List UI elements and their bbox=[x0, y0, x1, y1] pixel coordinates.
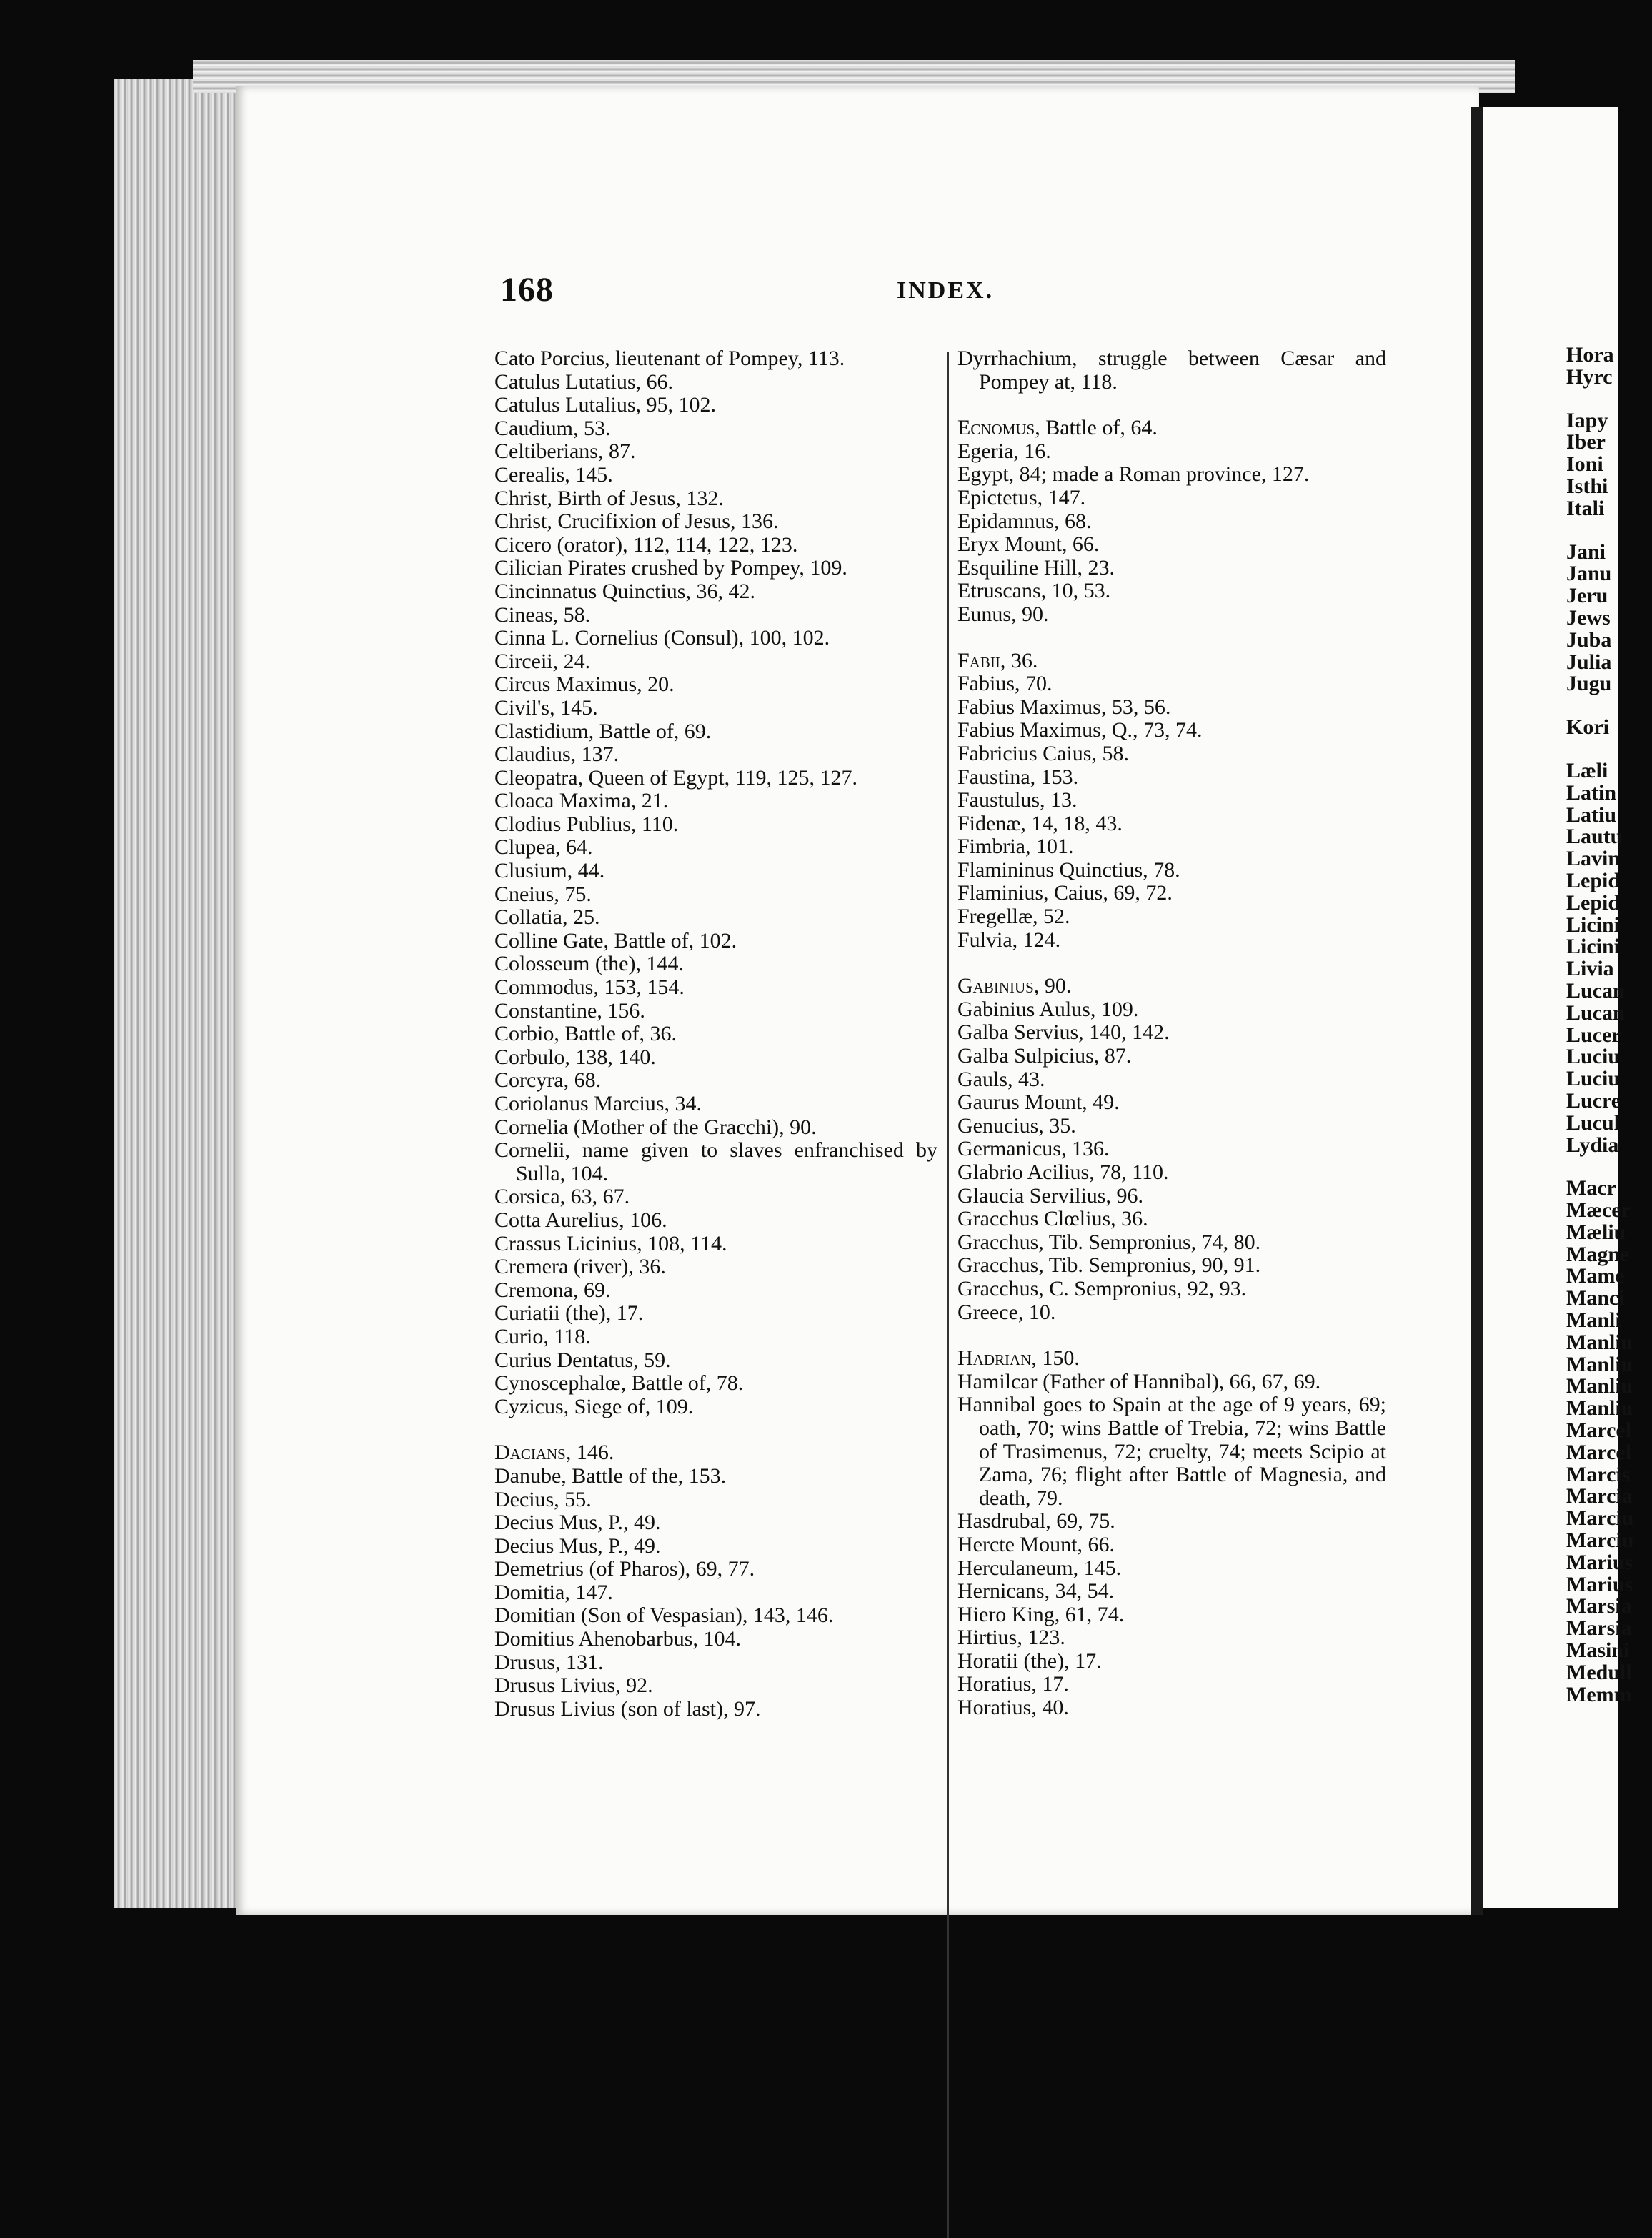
index-entry-text: Corsica, 63, 67. bbox=[494, 1185, 630, 1209]
index-entry-text: Dyrrhachium, struggle between Cæsar and Pompey at, 118. bbox=[957, 347, 1386, 394]
index-entry-text: Christ, Crucifixion of Jesus, 136. bbox=[494, 509, 779, 534]
index-entry bbox=[494, 1558, 937, 1581]
facing-page-entry-fragment: Lucer bbox=[1566, 1023, 1621, 1047]
page-number: 168 bbox=[500, 271, 554, 309]
index-entry-text: Fregellæ, 52. bbox=[957, 905, 1070, 929]
index-entry-text: Cotta Aurelius, 106. bbox=[494, 1208, 667, 1232]
index-entry bbox=[957, 557, 1386, 580]
index-entry-text: Curiatii (the), 17. bbox=[494, 1301, 644, 1326]
index-entry-text: Cornelii, name given to slaves enfranchised by Sulla, 104. bbox=[494, 1138, 937, 1185]
index-entry-text: Cyzicus, Siege of, 109. bbox=[494, 1394, 694, 1418]
facing-page-entry-fragment: Latin bbox=[1566, 780, 1617, 805]
index-entry bbox=[494, 534, 937, 557]
index-entry bbox=[494, 371, 937, 394]
index-entry bbox=[494, 580, 937, 604]
index-entry-text: Clodius Publius, 110. bbox=[494, 812, 679, 836]
index-entry-text: Egeria, 16. bbox=[957, 439, 1051, 463]
book-gutter bbox=[1471, 107, 1483, 1915]
facing-page-entry-fragment: Marcis bbox=[1566, 1462, 1631, 1486]
index-entry-text: Gracchus, C. Sempronius, 92, 93. bbox=[957, 1276, 1247, 1300]
index-entry-text: Colosseum (the), 144. bbox=[494, 952, 684, 976]
index-entry-text: Celtiberians, 87. bbox=[494, 439, 636, 464]
index-entry-text: Hannibal goes to Spain at the age of 9 years, 69; oath, 70; wins Battle of Trebia, 72; wins Battle of Trasimenus, 72; cruelty, 74; meets Scipio at Zama, 76; flight after Battle of Magnesia, and death, 79. bbox=[957, 1393, 1386, 1510]
index-entry-text: Caudium, 53. bbox=[494, 416, 611, 440]
index-entry-text: Coriolanus Marcius, 34. bbox=[494, 1092, 702, 1115]
running-head: INDEX. bbox=[897, 277, 995, 304]
index-entry bbox=[494, 673, 937, 697]
book-page-stack bbox=[114, 79, 250, 1908]
index-entry bbox=[957, 650, 1386, 673]
facing-page-entry-fragment: Magne bbox=[1566, 1242, 1630, 1266]
index-entry-text: Cato Porcius, lieutenant of Pompey, 113. bbox=[494, 347, 845, 370]
facing-page-entry-fragment: Jani bbox=[1566, 539, 1606, 564]
index-entry bbox=[494, 883, 937, 907]
facing-page-entry-fragment: Jugu bbox=[1566, 672, 1612, 696]
index-entry bbox=[957, 1045, 1386, 1068]
index-entry bbox=[957, 1254, 1386, 1278]
index-entry bbox=[494, 1511, 937, 1535]
facing-page-entry-fragment: Hora bbox=[1566, 343, 1614, 367]
facing-page-entry-fragment: Manli bbox=[1566, 1308, 1621, 1333]
facing-page-entry-fragment: Marcel bbox=[1566, 1440, 1632, 1464]
facing-page-entry-fragment: Latiu bbox=[1566, 802, 1617, 827]
facing-page-entry-fragment: Julia bbox=[1566, 650, 1612, 674]
facing-page-entry-fragment: Licini bbox=[1566, 912, 1621, 937]
index-entry bbox=[957, 347, 1386, 394]
index-entry bbox=[957, 998, 1386, 1022]
index-entry bbox=[957, 487, 1386, 510]
section-lead-word: Fabii bbox=[957, 648, 1000, 672]
index-entry bbox=[957, 1626, 1386, 1650]
letter-section-gap bbox=[957, 394, 1386, 417]
index-entry-text: Eunus, 90. bbox=[957, 602, 1049, 626]
index-entry bbox=[957, 882, 1386, 905]
index-entry-text: Cynoscephalœ, Battle of, 78. bbox=[494, 1371, 744, 1396]
index-entry bbox=[494, 1279, 937, 1303]
letter-section-gap bbox=[957, 952, 1386, 975]
index-entry-text: Curio, 118. bbox=[494, 1324, 591, 1348]
index-entry bbox=[957, 1510, 1386, 1533]
index-entry bbox=[494, 487, 937, 511]
index-entry-text: Gabinius Aulus, 109. bbox=[957, 997, 1139, 1021]
index-entry bbox=[957, 1115, 1386, 1138]
index-entry-text: Drusus Livius, 92. bbox=[494, 1673, 653, 1698]
facing-page bbox=[1483, 107, 1634, 1908]
index-entry bbox=[494, 1185, 937, 1209]
index-entry-text: Curius Dentatus, 59. bbox=[494, 1348, 671, 1372]
facing-page-gap bbox=[1566, 520, 1652, 542]
index-entry-text: Circeii, 24. bbox=[494, 649, 591, 673]
facing-page-entry-fragment: Isthi bbox=[1566, 474, 1608, 498]
index-entry bbox=[957, 510, 1386, 534]
facing-page-entry-fragment: Marciu bbox=[1566, 1528, 1634, 1553]
index-entry-text: Faustina, 153. bbox=[957, 765, 1079, 789]
index-entry-text: Decius, 55. bbox=[494, 1487, 592, 1511]
index-entry-text: Commodus, 153, 154. bbox=[494, 975, 685, 1000]
index-entry-text: Germanicus, 136. bbox=[957, 1137, 1110, 1161]
index-entry bbox=[957, 1393, 1386, 1510]
index-entry bbox=[494, 767, 937, 790]
index-entry-text: Cineas, 58. bbox=[494, 602, 591, 627]
index-entry-text: Flamininus Quinctius, 78. bbox=[957, 857, 1180, 882]
letter-section-gap bbox=[957, 627, 1386, 650]
index-entry-text: Domitia, 147. bbox=[494, 1580, 613, 1604]
index-entry bbox=[957, 1231, 1386, 1255]
index-entry bbox=[957, 533, 1386, 557]
index-entry-text: Hirtius, 123. bbox=[957, 1626, 1065, 1650]
index-entry bbox=[494, 743, 937, 767]
facing-page-entry-fragment: Kori bbox=[1566, 715, 1609, 740]
index-entry-text: Colline Gate, Battle of, 102. bbox=[494, 928, 737, 953]
index-entry bbox=[494, 417, 937, 441]
facing-page-entry-fragment: Marcia bbox=[1566, 1484, 1633, 1508]
index-entry bbox=[494, 604, 937, 627]
facing-page-entry-fragment: Lavin bbox=[1566, 847, 1621, 871]
index-entry-text: Danube, Battle of the, 153. bbox=[494, 1463, 727, 1488]
facing-page-entry-fragment: Iber bbox=[1566, 430, 1606, 454]
index-entry bbox=[957, 1533, 1386, 1557]
facing-page-entry-fragment: Manliu bbox=[1566, 1374, 1633, 1398]
index-entry-text: Hasdrubal, 69, 75. bbox=[957, 1509, 1115, 1533]
index-entry-text: Christ, Birth of Jesus, 132. bbox=[494, 486, 724, 510]
index-entry-text: Esquiline Hill, 23. bbox=[957, 555, 1115, 580]
index-entry bbox=[957, 1371, 1386, 1394]
index-entry bbox=[957, 1557, 1386, 1581]
facing-page-entry-fragment: Manliu bbox=[1566, 1352, 1633, 1376]
index-entry bbox=[494, 906, 937, 930]
index-entry-text: Cleopatra, Queen of Egypt, 119, 125, 127. bbox=[494, 765, 857, 790]
index-entry bbox=[957, 1650, 1386, 1673]
facing-page-entry-fragment: Marius bbox=[1566, 1550, 1633, 1574]
index-entry bbox=[494, 394, 937, 417]
facing-page-entry-fragment: Lucan bbox=[1566, 978, 1625, 1003]
index-entry-text: Fabius Maximus, Q., 73, 74. bbox=[957, 718, 1203, 742]
facing-page-entry-fragment: Masini bbox=[1566, 1638, 1630, 1663]
index-entry-text: Cneius, 75. bbox=[494, 882, 592, 906]
facing-page-entry-fragment: Marcel bbox=[1566, 1418, 1632, 1443]
index-column-right bbox=[957, 347, 1386, 1720]
index-entry bbox=[494, 557, 937, 580]
facing-page-entry-fragment: Lucan bbox=[1566, 1000, 1625, 1025]
index-entry-text: Collatia, 25. bbox=[494, 905, 600, 930]
facing-page-entry-fragment: Manliu bbox=[1566, 1330, 1633, 1354]
index-entry bbox=[957, 696, 1386, 720]
index-entry-text: Domitian (Son of Vespasian), 143, 146. bbox=[494, 1603, 834, 1628]
facing-page-entry-fragment: Luciu bbox=[1566, 1045, 1621, 1069]
index-entry-text: Constantine, 156. bbox=[494, 998, 645, 1023]
index-entry bbox=[494, 1698, 937, 1721]
facing-page-entry-fragment: Lepid bbox=[1566, 868, 1621, 892]
facing-page-entry-fragment: Luciu bbox=[1566, 1067, 1621, 1091]
index-entry bbox=[494, 720, 937, 744]
facing-page-gap bbox=[1566, 695, 1652, 717]
facing-page-entry-fragment: Jeru bbox=[1566, 584, 1608, 608]
section-lead-word: Dacians bbox=[494, 1441, 566, 1465]
index-entry bbox=[494, 1233, 937, 1256]
facing-page-entry-fragment: Marsia bbox=[1566, 1594, 1632, 1618]
index-entry bbox=[494, 650, 937, 674]
index-entry bbox=[957, 672, 1386, 696]
index-entry-text: Gracchus, Tib. Sempronius, 74, 80. bbox=[957, 1230, 1261, 1254]
index-entry bbox=[494, 1441, 937, 1465]
index-entry-text: , 90. bbox=[1033, 974, 1072, 998]
facing-page-entry-fragment: Manliu bbox=[1566, 1396, 1633, 1421]
index-entry-text: Galba Servius, 140, 142. bbox=[957, 1020, 1170, 1045]
index-entry-text: Hamilcar (Father of Hannibal), 66, 67, 69. bbox=[957, 1369, 1321, 1393]
index-entry bbox=[494, 1209, 937, 1233]
index-entry bbox=[494, 1488, 937, 1512]
facing-page-entry-fragment: Ioni bbox=[1566, 452, 1603, 477]
index-entry-text: Faustulus, 13. bbox=[957, 788, 1078, 812]
index-entry-text: Hiero King, 61, 74. bbox=[957, 1602, 1125, 1626]
index-entry-text: Cinna L. Cornelius (Consul), 100, 102. bbox=[494, 626, 830, 650]
facing-page-entry-fragment: Lydia bbox=[1566, 1133, 1619, 1157]
index-entry bbox=[494, 813, 937, 837]
index-entry bbox=[494, 976, 937, 1000]
index-entry-text: Domitius Ahenobarbus, 104. bbox=[494, 1627, 741, 1651]
index-entry bbox=[494, 1396, 937, 1419]
facing-page-entry-fragment: Itali bbox=[1566, 496, 1605, 520]
index-entry bbox=[957, 859, 1386, 882]
index-entry bbox=[494, 510, 937, 534]
facing-page-entry-fragment: Mæliu bbox=[1566, 1220, 1626, 1244]
index-entry bbox=[957, 1185, 1386, 1208]
facing-page-entry-fragment: Lepid bbox=[1566, 890, 1621, 915]
index-entry-text: Decius Mus, P., 49. bbox=[494, 1533, 661, 1558]
index-entry bbox=[957, 1208, 1386, 1231]
index-entry bbox=[494, 347, 937, 371]
index-entry bbox=[957, 1603, 1386, 1627]
index-entry-text: Horatius, 40. bbox=[957, 1696, 1069, 1720]
index-entry bbox=[494, 1372, 937, 1396]
facing-page-entry-fragment: Iapy bbox=[1566, 408, 1608, 432]
index-entry bbox=[957, 766, 1386, 790]
index-entry-text: Crassus Licinius, 108, 114. bbox=[494, 1231, 727, 1255]
index-entry-text: Fidenæ, 14, 18, 43. bbox=[957, 811, 1123, 835]
index-entry bbox=[957, 1347, 1386, 1371]
index-entry bbox=[494, 627, 937, 650]
index-entry bbox=[494, 1255, 937, 1279]
index-entry-text: Genucius, 35. bbox=[957, 1113, 1076, 1138]
index-entry-text: Corbulo, 138, 140. bbox=[494, 1045, 656, 1069]
index-entry-text: Civil's, 145. bbox=[494, 695, 598, 720]
index-entry bbox=[957, 835, 1386, 859]
index-entry-text: Herculaneum, 145. bbox=[957, 1556, 1122, 1580]
index-entry-text: Catulus Lutalius, 95, 102. bbox=[494, 393, 716, 417]
index-entry-text: Drusus, 131. bbox=[494, 1650, 604, 1674]
facing-page-entry-fragment: Marciu bbox=[1566, 1506, 1634, 1531]
facing-page-entry-fragment: Jews bbox=[1566, 605, 1611, 630]
index-entry bbox=[957, 417, 1386, 440]
index-entry bbox=[494, 1651, 937, 1675]
index-entry bbox=[957, 719, 1386, 742]
index-entry bbox=[957, 1138, 1386, 1161]
index-entry bbox=[494, 1046, 937, 1070]
index-entry bbox=[494, 1604, 937, 1628]
index-entry bbox=[494, 953, 937, 976]
index-entry-text: Fabius Maximus, 53, 56. bbox=[957, 695, 1171, 719]
facing-page-entry-fragment: Macr bbox=[1566, 1176, 1616, 1200]
index-entry-text: Cilician Pirates crushed by Pompey, 109. bbox=[494, 556, 847, 580]
index-entry bbox=[494, 1093, 937, 1116]
index-entry bbox=[494, 1674, 937, 1698]
facing-page-entry-fragment: Medull bbox=[1566, 1660, 1632, 1684]
facing-page-gap bbox=[1566, 1156, 1652, 1178]
letter-section-gap bbox=[494, 1418, 937, 1441]
index-entry-text: Corbio, Battle of, 36. bbox=[494, 1022, 677, 1046]
index-entry-text: Hercte Mount, 66. bbox=[957, 1532, 1115, 1556]
index-entry-text: Horatius, 17. bbox=[957, 1672, 1069, 1696]
index-entry-text: Gauls, 43. bbox=[957, 1067, 1045, 1091]
index-entry bbox=[494, 1139, 937, 1185]
index-entry-text: Gaurus Mount, 49. bbox=[957, 1090, 1120, 1115]
index-entry-text: Drusus Livius (son of last), 97. bbox=[494, 1696, 761, 1721]
index-entry bbox=[957, 812, 1386, 836]
index-entry bbox=[494, 1116, 937, 1140]
index-entry bbox=[494, 697, 937, 720]
index-entry bbox=[957, 603, 1386, 627]
facing-page-entry-fragment: Memm bbox=[1566, 1682, 1632, 1706]
index-entry-text: Corcyra, 68. bbox=[494, 1068, 602, 1093]
facing-page-entry-fragment: Janu bbox=[1566, 562, 1612, 586]
facing-page-entry-fragment: Mæcer bbox=[1566, 1198, 1631, 1223]
index-entry bbox=[957, 1673, 1386, 1696]
index-entry-text: Epidamnus, 68. bbox=[957, 509, 1092, 533]
index-entry bbox=[494, 464, 937, 487]
facing-page-entry-fragment: Lucul bbox=[1566, 1110, 1621, 1135]
facing-page-entry-fragment: Marius bbox=[1566, 1572, 1633, 1596]
index-column-left bbox=[494, 347, 937, 1721]
facing-page-entry-fragment: Lautu bbox=[1566, 825, 1623, 849]
index-entry bbox=[957, 1021, 1386, 1045]
section-lead-word: Ecnomus bbox=[957, 416, 1035, 440]
index-entry-text: Glaucia Servilius, 96. bbox=[957, 1183, 1143, 1208]
index-entry bbox=[494, 440, 937, 464]
index-entry-text: , 150. bbox=[1031, 1346, 1080, 1371]
facing-page-entry-fragment: Marsia bbox=[1566, 1616, 1632, 1641]
index-entry-text: Cicero (orator), 112, 114, 122, 123. bbox=[494, 532, 798, 557]
column-divider bbox=[947, 352, 949, 2238]
index-entry-text: Fulvia, 124. bbox=[957, 927, 1061, 952]
index-entry-text: , 146. bbox=[565, 1441, 614, 1465]
index-entry bbox=[957, 1068, 1386, 1092]
section-lead-word: Hadrian bbox=[957, 1346, 1032, 1371]
facing-page-gap bbox=[1566, 739, 1652, 760]
index-entry bbox=[494, 1581, 937, 1605]
index-entry-text: Horatii (the), 17. bbox=[957, 1648, 1102, 1673]
facing-page-gap bbox=[1566, 389, 1652, 410]
index-entry-text: Circus Maximus, 20. bbox=[494, 672, 675, 697]
index-entry-text: Hernicans, 34, 54. bbox=[957, 1579, 1115, 1603]
index-entry-text: Etruscans, 10, 53. bbox=[957, 579, 1111, 603]
index-entry-text: Decius Mus, P., 49. bbox=[494, 1511, 661, 1535]
index-entry bbox=[957, 929, 1386, 953]
index-entry-text: Clupea, 64. bbox=[494, 835, 593, 860]
index-entry-text: , Battle of, 64. bbox=[1035, 416, 1158, 440]
index-entry bbox=[957, 1301, 1386, 1325]
index-entry-text: Cincinnatus Quinctius, 36, 42. bbox=[494, 579, 755, 603]
index-entry-text: Gracchus, Tib. Sempronius, 90, 91. bbox=[957, 1253, 1261, 1278]
index-entry-text: , 36. bbox=[1000, 648, 1038, 672]
index-entry-text: Fabricius Caius, 58. bbox=[957, 741, 1129, 765]
facing-page-entry-fragment: Læli bbox=[1566, 758, 1608, 782]
index-entry bbox=[957, 905, 1386, 929]
index-entry-text: Galba Sulpicius, 87. bbox=[957, 1044, 1132, 1068]
index-entry bbox=[494, 1465, 937, 1488]
index-entry-text: Glabrio Acilius, 78, 110. bbox=[957, 1160, 1169, 1184]
index-entry bbox=[494, 1535, 937, 1558]
index-entry bbox=[494, 1628, 937, 1651]
index-entry-text: Flaminius, Caius, 69, 72. bbox=[957, 881, 1173, 905]
index-entry-text: Fimbria, 101. bbox=[957, 835, 1074, 859]
index-entry bbox=[494, 1069, 937, 1093]
section-lead-word: Gabinius bbox=[957, 974, 1034, 998]
facing-page-entry-fragment: Mame bbox=[1566, 1264, 1625, 1288]
index-entry-text: Cornelia (Mother of the Gracchi), 90. bbox=[494, 1115, 817, 1139]
facing-page-entry-fragment: Livia bbox=[1566, 957, 1614, 981]
index-entry-text: Catulus Lutatius, 66. bbox=[494, 369, 673, 394]
index-entry bbox=[494, 1023, 937, 1046]
facing-page-entry-fragment: Juba bbox=[1566, 627, 1612, 652]
index-entry bbox=[957, 580, 1386, 603]
index-entry-text: Clastidium, Battle of, 69. bbox=[494, 719, 712, 743]
index-entry-text: Egypt, 84; made a Roman province, 127. bbox=[957, 462, 1310, 487]
index-entry bbox=[957, 742, 1386, 766]
index-entry bbox=[494, 1000, 937, 1023]
index-entry-text: Cremera (river), 36. bbox=[494, 1255, 666, 1279]
index-entry bbox=[957, 440, 1386, 464]
index-entry-text: Cremona, 69. bbox=[494, 1278, 611, 1302]
index-entry-text: Cloaca Maxima, 21. bbox=[494, 789, 669, 813]
index-entry bbox=[957, 975, 1386, 998]
index-entry bbox=[957, 1278, 1386, 1301]
index-entry-text: Demetrius (of Pharos), 69, 77. bbox=[494, 1557, 755, 1581]
index-entry-text: Greece, 10. bbox=[957, 1300, 1056, 1324]
index-entry-text: Fabius, 70. bbox=[957, 672, 1053, 696]
index-entry bbox=[957, 1091, 1386, 1115]
index-entry bbox=[494, 860, 937, 883]
index-entry bbox=[957, 463, 1386, 487]
facing-page-entry-fragment: Licini bbox=[1566, 935, 1621, 959]
index-entry bbox=[957, 1696, 1386, 1720]
index-entry-text: Cerealis, 145. bbox=[494, 462, 613, 487]
index-entry-text: Gracchus Clœlius, 36. bbox=[957, 1207, 1148, 1231]
index-entry-text: Epictetus, 147. bbox=[957, 485, 1086, 509]
index-entry bbox=[494, 930, 937, 953]
index-entry-text: Eryx Mount, 66. bbox=[957, 532, 1100, 557]
facing-page-entry-fragment: Hyrc bbox=[1566, 364, 1613, 389]
index-entry-text: Claudius, 137. bbox=[494, 742, 620, 767]
index-entry bbox=[494, 1326, 937, 1349]
index-entry-text: Clusium, 44. bbox=[494, 859, 605, 883]
index-entry bbox=[957, 1161, 1386, 1185]
facing-page-edge-column bbox=[1566, 344, 1652, 1706]
facing-page-entry-fragment: Lucre bbox=[1566, 1088, 1621, 1113]
index-entry bbox=[957, 1580, 1386, 1603]
index-entry bbox=[494, 1349, 937, 1373]
index-entry bbox=[957, 789, 1386, 812]
index-entry bbox=[494, 836, 937, 860]
facing-page-entry-fragment: Manci bbox=[1566, 1286, 1625, 1311]
index-entry bbox=[494, 1302, 937, 1326]
index-entry bbox=[494, 790, 937, 813]
letter-section-gap bbox=[957, 1324, 1386, 1347]
